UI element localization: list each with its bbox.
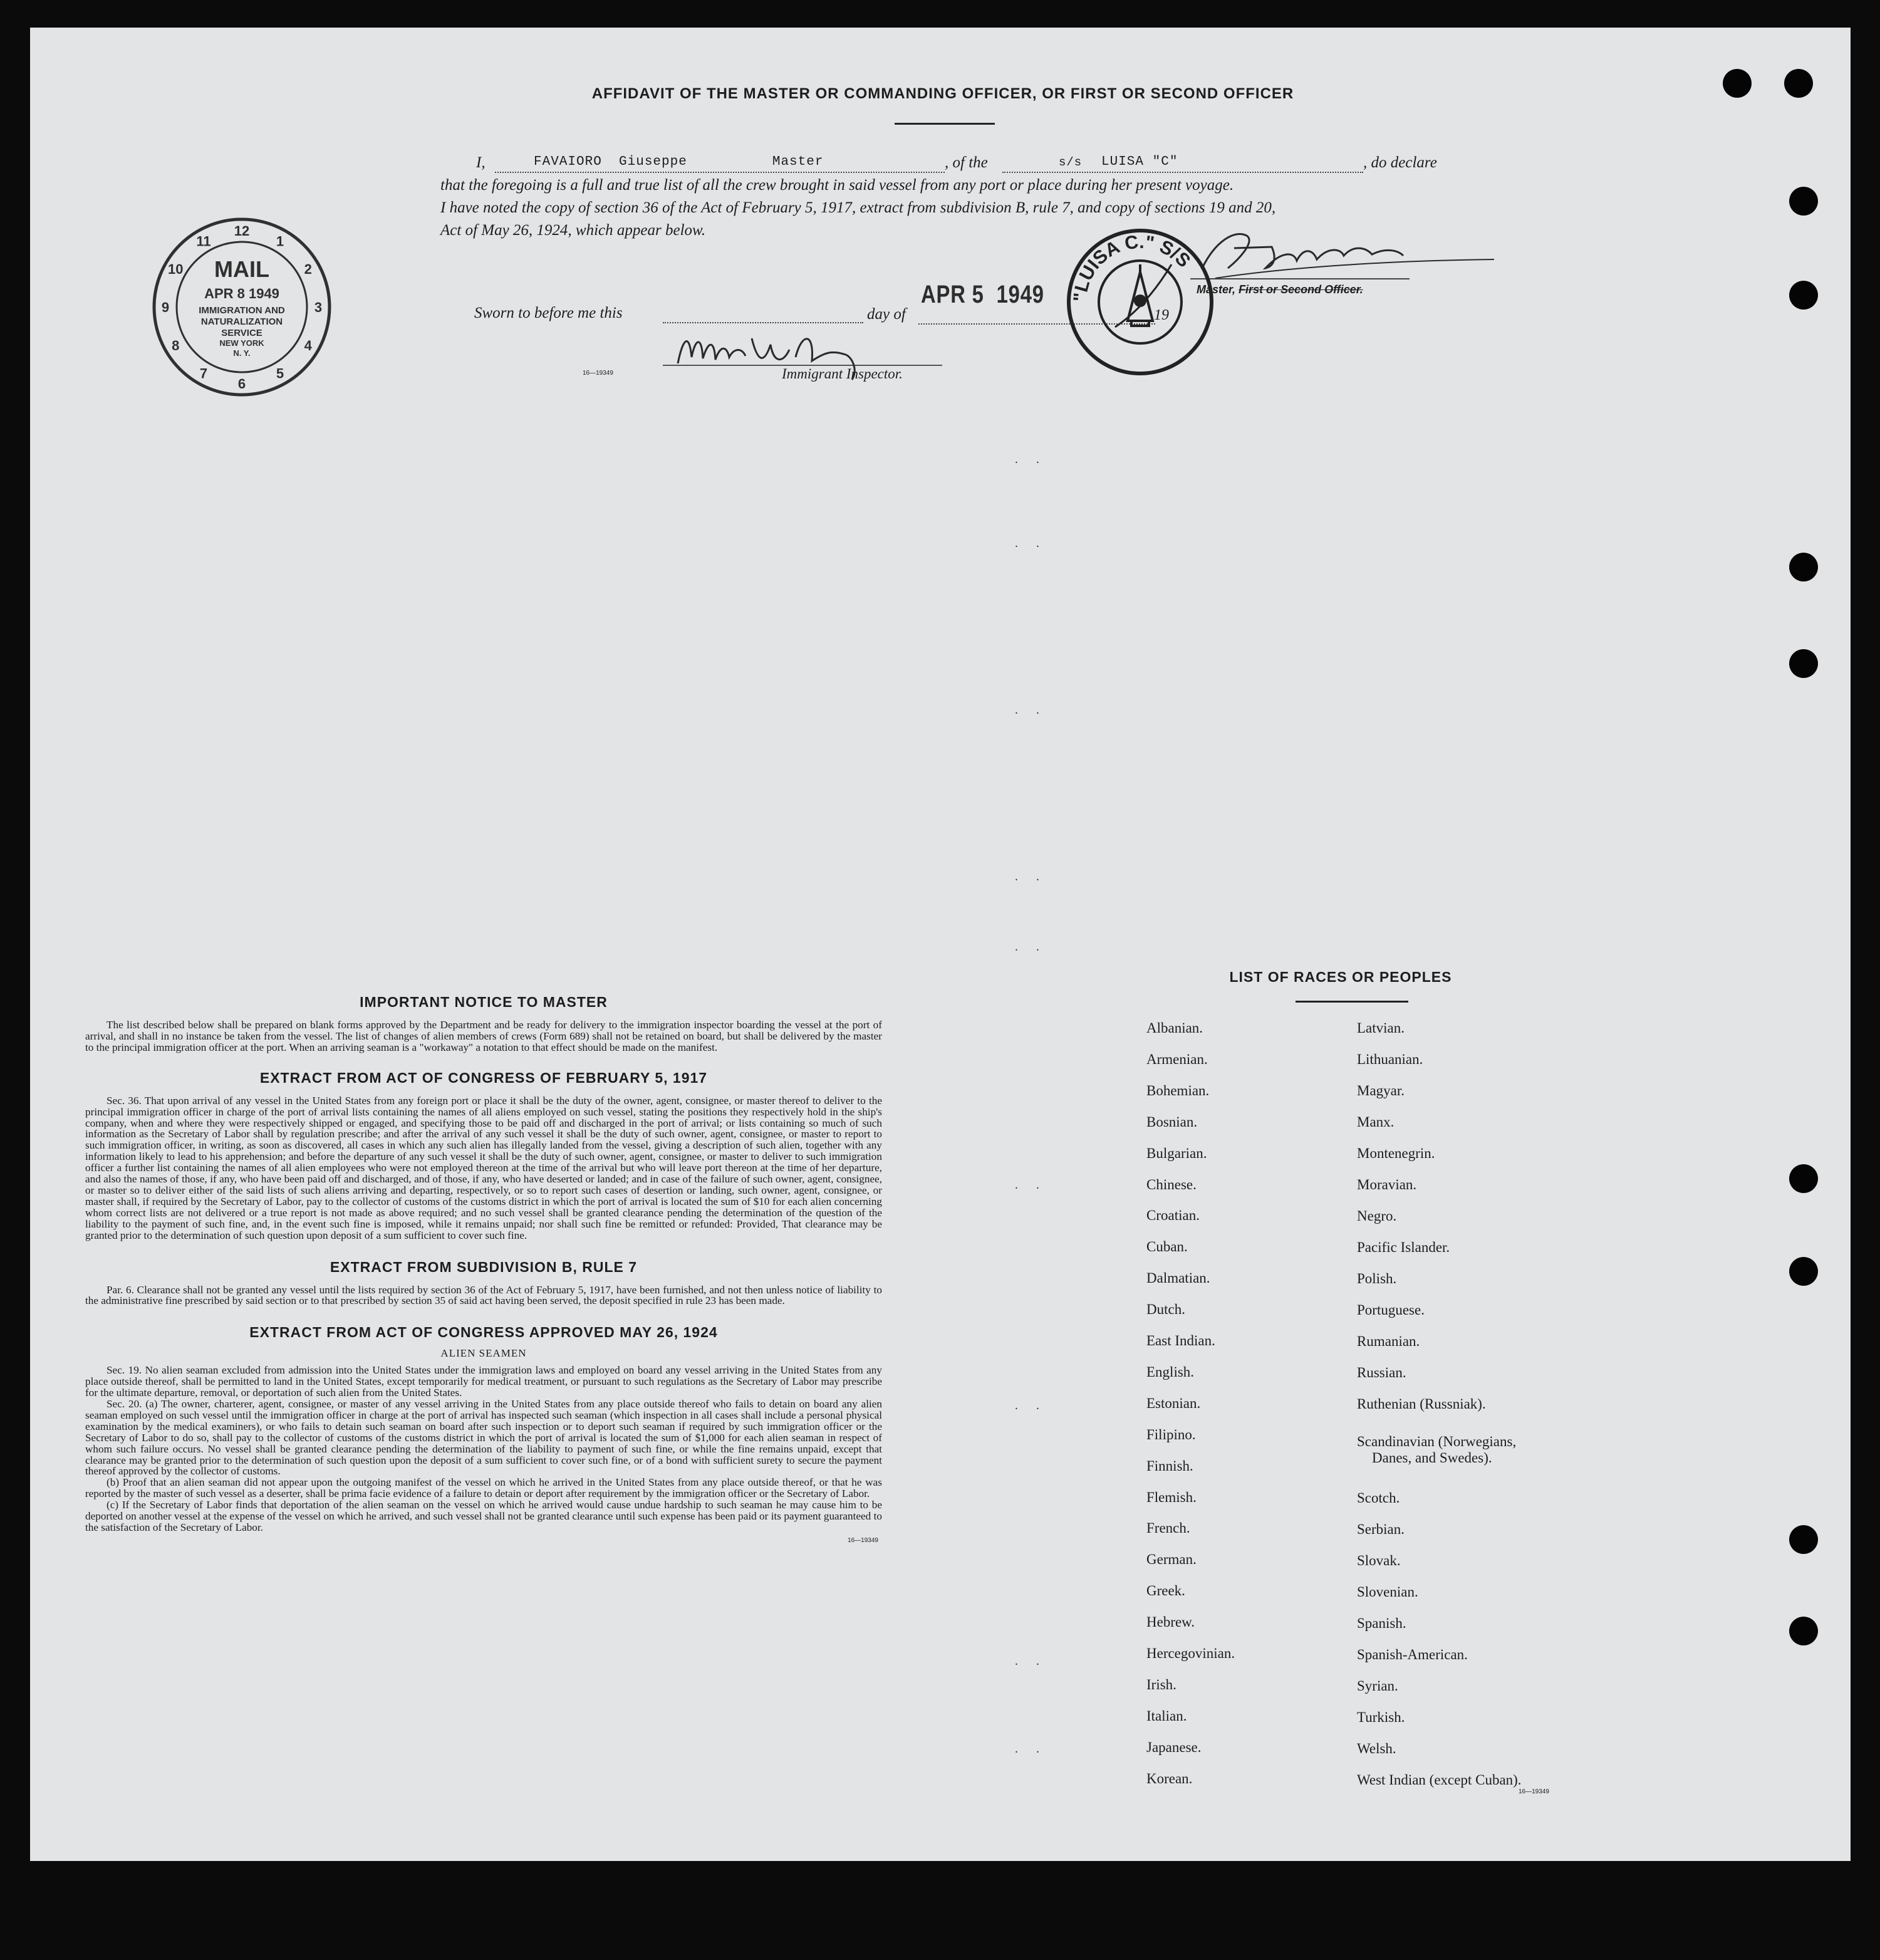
race-item: Turkish. [1357,1709,1405,1725]
sworn-label: Sworn to before me this [474,305,623,321]
race-item: Cuban. [1146,1239,1188,1255]
race-item: Italian. [1146,1707,1187,1724]
race-item: Lithuanian. [1357,1051,1423,1067]
clock-number: 8 [172,338,180,353]
race-item: Filipino. [1146,1426,1196,1442]
race-item: Spanish-American. [1357,1647,1468,1662]
notice-title: IMPORTANT NOTICE TO MASTER [360,994,608,1010]
master-caption [1197,283,1363,296]
affidavit-line-4: Act of May 26, 1924, which appear below. [440,222,706,239]
vessel-name-typed: LUISA "C" [1101,155,1178,169]
race-item: Slovak. [1357,1553,1401,1568]
master-name-typed: FAVAIORO Giuseppe Master [534,155,824,169]
rule-7-body: Par. 6. Clearance shall not be granted any vessel until the lists required by section 36 of the Act of February 5, 1917, have been furnished, and not then unless notice of liability to the administrative fine prescribed by said section or to that prescribed by section 35 of said act having been served, the deposit specified in rule 23 has been made. [85,1283,882,1307]
column-marks: . . [1015,940,1047,954]
race-item: Armenian. [1146,1051,1208,1067]
race-item: Japanese. [1146,1739,1202,1755]
seal-ring-text: "LUISA C." S/S [1069,231,1195,303]
race-item: English. [1146,1363,1195,1380]
race-item: Manx. [1357,1114,1394,1130]
clock-number: 1 [276,233,284,249]
race-item: Syrian. [1357,1678,1398,1694]
race-item: Pacific Islander. [1357,1239,1450,1255]
column-marks: . . [1015,1654,1047,1668]
notice-body: The list described below shall be prepared on blank forms approved by the Department and be ready for delivery to the immigration inspector boarding the vessel at the port of arrival, and shall in no instance be taken from the vessel. The list of changes of alien members of crews (Form 689) shall not be retained on board, but shall be delivered by the master to the principal immigration officer at the port. When an arriving seaman is a "workaway" a notation to that effect should be made on the manifest. [85,1019,882,1053]
do-declare-label: , do declare [1363,154,1437,171]
race-item: West Indian (except Cuban). [1357,1772,1522,1788]
column-marks: . . [1015,870,1047,884]
ship-seal-stamp [1065,227,1215,377]
clock-number: 12 [234,223,250,239]
punch-hole [1789,1257,1818,1286]
vessel-prefix: s/s [1059,155,1083,169]
clock-number: 6 [237,376,246,392]
form-number-right: 16—19349 [1519,1788,1549,1795]
column-marks: . . [1015,452,1047,466]
race-item: Bosnian. [1146,1113,1198,1130]
race-item: German. [1146,1551,1197,1568]
race-item: Finnish. [1146,1457,1193,1474]
punch-hole [1789,649,1818,678]
extract-1917-body: Sec. 36. That upon arrival of any vessel in the United States from any foreign port or place it shall be the duty of the owner, agent, consignee, or master thereof to deliver to the principal immigration officer in charge of the port of arrival lists containing the names of all aliens employed on such vessel, stating the positions they respectively hold in the ship's company, when and where they were respectively shipped or engaged, and specifying those to be paid off and discharged in the port of arrival; or lists containing so much of such information as the Secretary of Labor shall by regulation prescribe; and after the arrival of any such vessel it shall be the duty of such owner, agent, consignee, or master to report to such immigration officer, in writing, as soon as discovered, all cases in which any such alien has illegally landed from the vessel, giving a description of such alien, together with any information likely to lead to his apprehension; and before the departure of any such vessel it shall be the duty of such owner, agent, consignee, or master to deliver to such immigration officer a further list containing the names of all alien employees who were not employed thereon at the time of the arrival but who will leave port thereon at the time of her departure, and also the names of those, if any, who have been paid off and discharged, and of those, if any, who have deserted or landed; and in case of the failure of such owner, agent, consignee, or master so to deliver either of the said lists of such aliens arriving and departing, respectively, or so to report such cases of desertion or landing, such owner, agent, consignee, or master shall, if required by the Secretary of Labor, pay to the collector of customs of the customs district in which the port of arrival is located the sum of $10 for each alien concerning whom correct lists are not delivered or a true report is not made as above required; and no such vessel shall be granted clearance pending the determination of the question of the liability to the payment of such fine, and, in the event such fine is imposed, while it remains unpaid; nor shall such fine be remitted or refunded: Provided, That clearance may be granted prior to the determination of such question upon deposit of a sum sufficient to cover such fine. [85,1094,882,1241]
form-number-top: 16—19349 [583,370,613,377]
race-item: Bohemian. [1146,1082,1210,1098]
i-label: I, [476,154,486,171]
punch-hole [1789,187,1818,216]
sec-19-text: Sec. 19. No alien seaman excluded from admission into the United States under the immigration laws and employed on board any vessel arriving in the United States from any place outside thereof, shall be permitted to land in the United States, except temporarily for medical treatment, or pursuant to such regulations as the Secretary of Labor may prescribe for the ultimate departure, removal, or deportation of such alien from the United States. [85,1364,882,1399]
race-item: Montenegrin. [1357,1145,1435,1161]
sec-20b-text: (b) Proof that an alien seaman did not appear upon the outgoing manifest of the vessel on which he arrived in the United States from any place outside thereof, or that he was reported by the master of such vessel as a deserter, shall be prima facie evidence of a failure to detain or deport after requirement by the immigration officer or the Secretary of Labor. [85,1476,882,1500]
title-rule [895,123,995,125]
extract-1924-title: EXTRACT FROM ACT OF CONGRESS APPROVED MAY 26, 1924 [249,1324,718,1341]
affidavit-line-2: that the foregoing is a full and true list of all the crew brought in said vessel from any port or place during her present voyage. [440,177,1234,194]
race-item: Estonian. [1146,1395,1201,1411]
races-title: LIST OF RACES OR PEOPLES [1229,969,1452,985]
date-stamp: APR 5 1949 [921,281,1044,308]
race-item: Russian. [1357,1365,1406,1380]
svg-text:"LUISA C." S/S [1070,232,1195,303]
race-item: Welsh. [1357,1741,1396,1756]
punch-hole [1789,281,1818,310]
race-item: Ruthenian (Russniak). [1357,1396,1486,1412]
race-item: Slovenian. [1357,1584,1418,1600]
races-title-rule [1296,1001,1408,1003]
mail-line-3: SERVICE [221,328,262,338]
race-item: Scotch. [1357,1490,1400,1506]
race-item: Bulgarian. [1146,1145,1207,1161]
race-item: East Indian. [1146,1333,1215,1348]
master-signature [1178,223,1503,283]
column-marks: . . [1015,703,1047,717]
rule-7-title: EXTRACT FROM SUBDIVISION B, RULE 7 [330,1258,638,1275]
column-marks: . . [1015,1742,1047,1756]
race-item: Chinese. [1146,1176,1197,1192]
of-the-label: , of the [945,154,988,171]
clock-number: 2 [304,261,312,277]
race-item: Dalmatian. [1146,1270,1210,1286]
clock-number: 4 [304,338,312,353]
mail-date: APR 8 1949 [204,286,279,301]
punch-hole [1789,1164,1818,1193]
punch-hole [1723,69,1752,98]
race-item: Korean. [1146,1770,1193,1786]
race-item: French. [1146,1520,1190,1536]
race-item: Dutch. [1146,1301,1185,1318]
clock-number: 11 [196,233,211,249]
race-item: Albanian. [1146,1020,1203,1036]
clock-number: 9 [161,300,170,315]
column-marks: . . [1015,536,1047,550]
extract-1917-title: EXTRACT FROM ACT OF CONGRESS OF FEBRUARY 5, 1917 [259,1069,708,1086]
race-item: Latvian. [1357,1020,1405,1036]
race-item: Rumanian. [1357,1333,1420,1349]
mail-word: MAIL [214,256,269,282]
punch-hole [1789,1617,1818,1645]
column-marks: . . [1015,1399,1047,1412]
race-item: Flemish. [1146,1489,1197,1505]
clock-number: 5 [276,365,284,382]
race-item: Negro. [1357,1208,1397,1224]
race-item: Greek. [1146,1583,1185,1599]
race-item: Croatian. [1146,1207,1200,1224]
affidavit-title: AFFIDAVIT OF THE MASTER OR COMMANDING OFFICER, OR FIRST OR SECOND OFFICER [591,85,1294,102]
race-item: Spanish. [1357,1615,1406,1631]
officer-label-struck: First or Second Officer. [1239,283,1363,296]
mail-line-4: NEW YORK [219,338,264,348]
race-item: Irish. [1146,1676,1176,1692]
mail-line-5: N. Y. [233,348,251,358]
alien-seamen-subtitle: ALIEN SEAMEN [440,1347,527,1360]
mail-line-1: IMMIGRATION AND [199,305,285,316]
legal-column [85,994,882,1544]
clock-number: 7 [199,365,208,382]
day-of-label: day of [867,306,906,323]
name-fill-line [495,172,945,173]
mail-line-2: NATURALIZATION [200,316,283,327]
punch-hole [1789,553,1818,581]
race-item: Hebrew. [1146,1614,1195,1630]
clock-number: 3 [314,300,323,315]
column-marks: . . [1015,1178,1047,1192]
affidavit-line-3: I have noted the copy of section 36 of the Act of February 5, 1917, extract from subdivision B, rule 7, and copy of sections 19 and 20, [440,199,1276,216]
master-label: Master, [1197,283,1236,296]
race-item: Polish. [1357,1271,1397,1286]
race-item: Hercegovinian. [1146,1645,1235,1661]
clock-number: 10 [168,261,184,277]
race-item: Danes, and Swedes). [1372,1450,1492,1466]
sec-20a-text: Sec. 20. (a) The owner, charterer, agent, consignee, or master of any vessel arriving in the United States from any place outside thereof who fails to detain on board any alien seaman employed on such vessel until the immigration officer in charge at the port of arrival has inspected such seaman (which inspection in all cases shall include a personal physical examination by the medical examiners), or who fails to detain such seaman on board after such inspection or to deport such seaman if required by such immigration officer or the Secretary of Labor to do so, shall pay to the collector of customs of the customs district in which the port of arrival is located the sum of $1,000 for each alien seaman in respect of whom such failure occurs. No vessel shall be granted clearance pending the determination of the liability to payment of such fine, or while the fine remains unpaid, except that clearance may be granted prior to the determination of such question upon the deposit of a sum sufficient to cover such fine, or of a bond with sufficient surety to secure the payment thereof approved by the collector of customs. [85,1398,882,1478]
race-item: Scandinavian (Norwegians, [1357,1434,1517,1449]
vessel-fill-line [1002,172,1363,173]
punch-hole [1789,1525,1818,1554]
race-item: Serbian. [1357,1521,1405,1537]
form-number-left: 16—19349 [848,1536,878,1544]
sec-20c-text: (c) If the Secretary of Labor finds that deportation of the alien seaman on the vessel on which he arrived would cause undue hardship to such seaman he may cause him to be deported on another vessel at the expense of the vessel on which he arrived, and such vessel shall not be granted clearance until such expense has been paid or its payment guaranteed to the satisfaction of the Secretary of Labor. [85,1499,882,1533]
mail-received-stamp [148,213,336,401]
year-suffix: 19 [1154,307,1169,323]
race-item: Moravian. [1357,1177,1417,1192]
race-item: Portuguese. [1357,1302,1425,1318]
punch-hole [1784,69,1813,98]
inspector-caption: Immigrant Inspector. [782,366,903,382]
race-item: Magyar. [1357,1083,1405,1098]
